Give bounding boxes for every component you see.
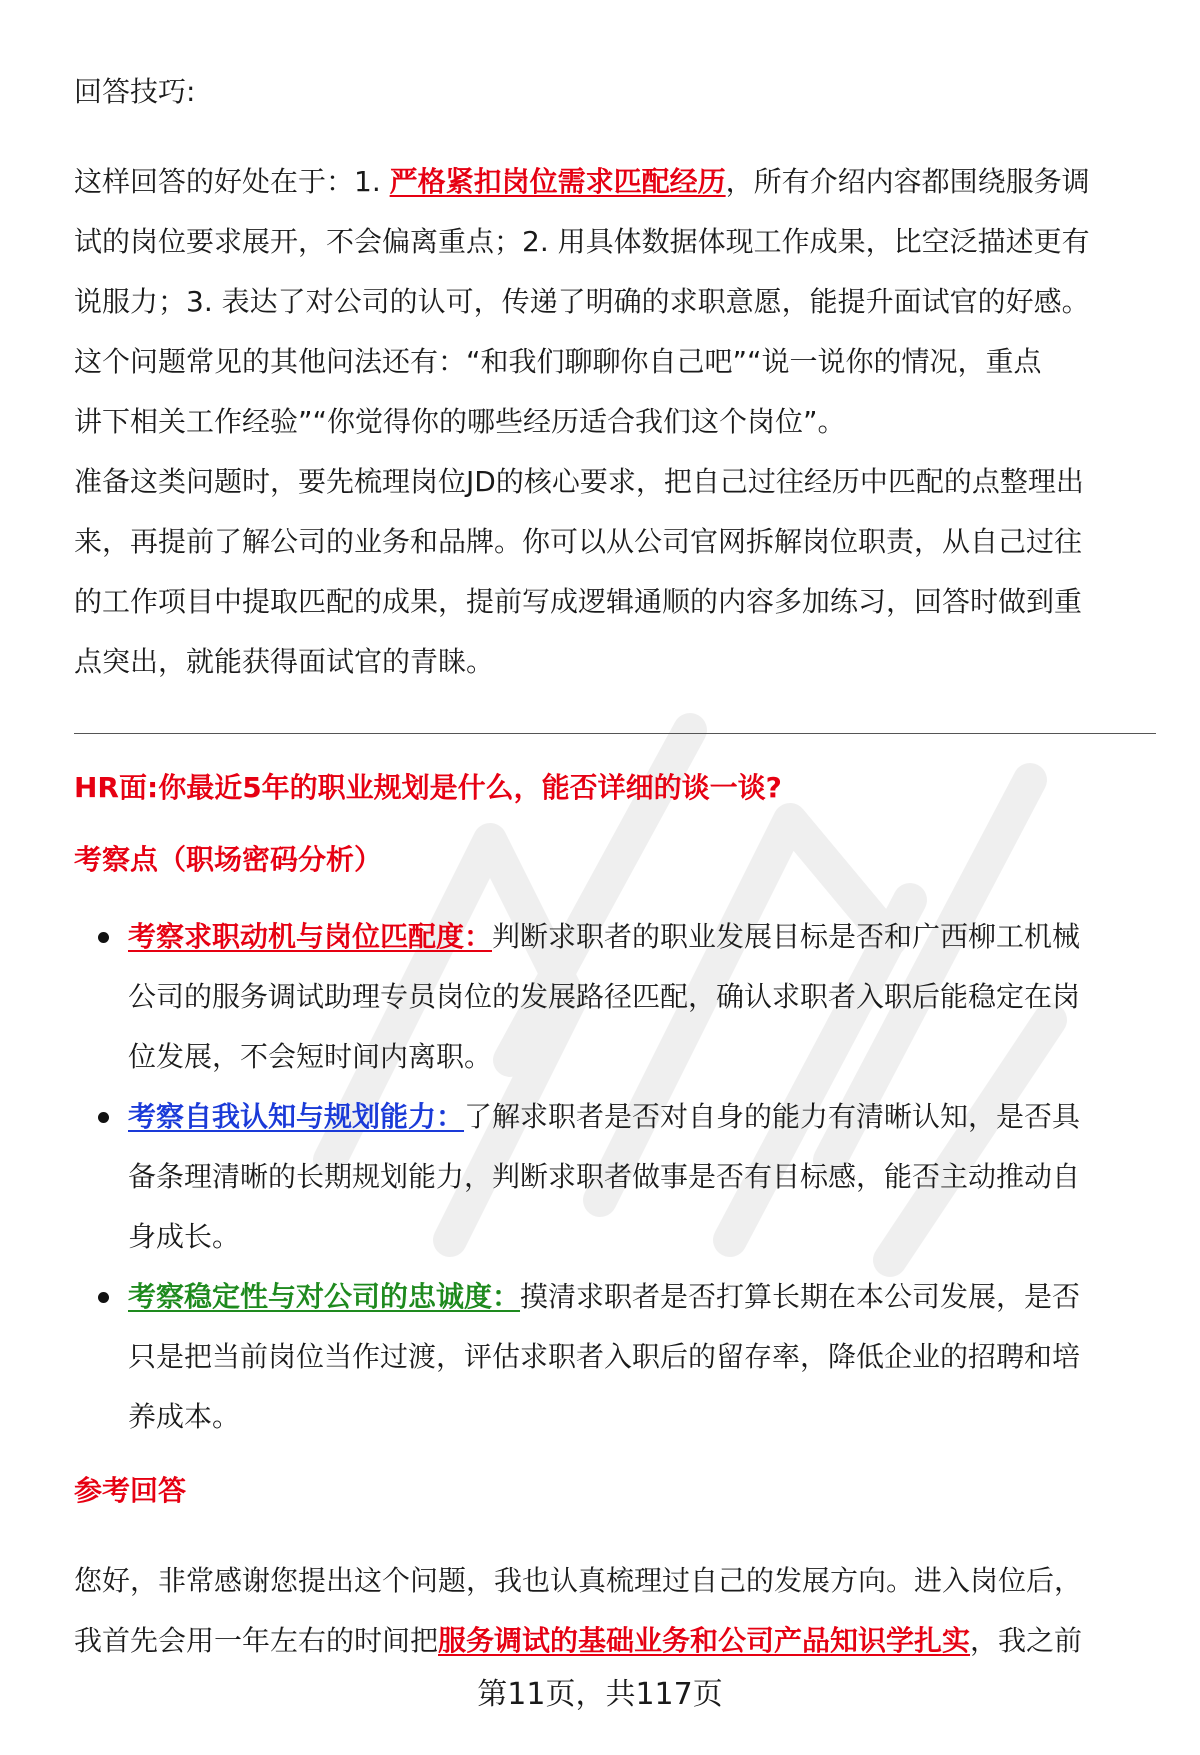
tips-line-6: 准备这类问题时，要先梳理岗位JD的核心要求，把自己过往经历中匹配的点整理出 [74,465,1084,498]
bullet-line: 位发展，不会短时间内离职。 [128,1040,493,1073]
section-divider [74,733,1156,734]
bullet-item [74,1267,1154,1447]
answer-highlight: 服务调试的基础业务和公司产品知识学扎实 [438,1624,971,1657]
bullet-highlight: 考察自我认知与规划能力： [128,1100,465,1133]
answer-line-2 [74,1611,1154,1671]
answer-text: ，我之前 [970,1624,1083,1657]
bullet-highlight: 考察稳定性与对公司的忠诚度： [128,1280,521,1313]
answer-line-1: 您好，非常感谢您提出这个问题，我也认真梳理过自己的发展方向。进入岗位后， [74,1564,1083,1597]
tips-line-1 [74,152,1154,212]
page-number: 第11页，共117页 [477,1677,723,1712]
tips-heading: 回答技巧: [74,75,196,108]
question-heading: HR面:你最近5年的职业规划是什么，能否详细的谈一谈? [74,771,782,804]
bullet-item [74,1087,1154,1267]
tips-line-4: 这个问题常见的其他问法还有：“和我们聊聊你自己吧”“说一说你的情况，重点 [74,345,1042,378]
bullet-dot-icon [98,932,109,943]
tips-section [74,62,1154,692]
tips-line-5: 讲下相关工作经验”“你觉得你的哪些经历适合我们这个岗位”。 [74,405,846,438]
reference-section [74,1461,1154,1671]
tips-line-8: 的工作项目中提取匹配的成果，提前写成逻辑通顺的内容多加练习，回答时做到重 [74,585,1083,618]
bullet-line [128,1267,1154,1327]
bullet-line: 备条理清晰的长期规划能力，判断求职者做事是否有目标感，能否主动推动自 [128,1160,1081,1193]
bullet-highlight: 考察求职动机与岗位匹配度： [128,920,493,953]
answer-text: 我首先会用一年左右的时间把 [74,1624,439,1657]
question-section [74,758,1154,890]
bullet-item [74,907,1154,1087]
tips-text: 这样回答的好处在于：1. [74,165,390,198]
bullet-line: 公司的服务调试助理专员岗位的发展路径匹配，确认求职者入职后能稳定在岗 [128,980,1081,1013]
tips-line-9: 点突出，就能获得面试官的青睐。 [74,645,495,678]
analysis-heading: 考察点（职场密码分析） [74,843,383,876]
reference-heading: 参考回答 [74,1474,187,1507]
bullet-dot-icon [98,1112,109,1123]
tips-text: ，所有介绍内容都围绕服务调 [725,165,1090,198]
tips-line-7: 来，再提前了解公司的业务和品牌。你可以从公司官网拆解岗位职责，从自己过往 [74,525,1083,558]
bullet-line: 养成本。 [128,1400,241,1433]
bullet-line: 只是把当前岗位当作过渡，评估求职者入职后的留存率，降低企业的招聘和培 [128,1340,1081,1373]
bullet-line [128,1087,1154,1147]
bullet-line [128,907,1154,967]
bullet-text: 了解求职者是否对自身的能力有清晰认知，是否具 [464,1100,1081,1133]
bullet-text: 摸清求职者是否打算长期在本公司发展，是否 [520,1280,1081,1313]
bullet-line: 身成长。 [128,1220,241,1253]
highlight-text: 严格紧扣岗位需求匹配经历 [389,165,726,198]
bullet-text: 判断求职者的职业发展目标是否和广西柳工机械 [492,920,1081,953]
bullet-dot-icon [98,1292,109,1303]
tips-line-2: 试的岗位要求展开，不会偏离重点；2. 用具体数据体现工作成果，比空泛描述更有 [74,225,1090,258]
tips-line-3: 说服力；3. 表达了对公司的认可，传递了明确的求职意愿，能提升面试官的好感。 [74,285,1090,318]
